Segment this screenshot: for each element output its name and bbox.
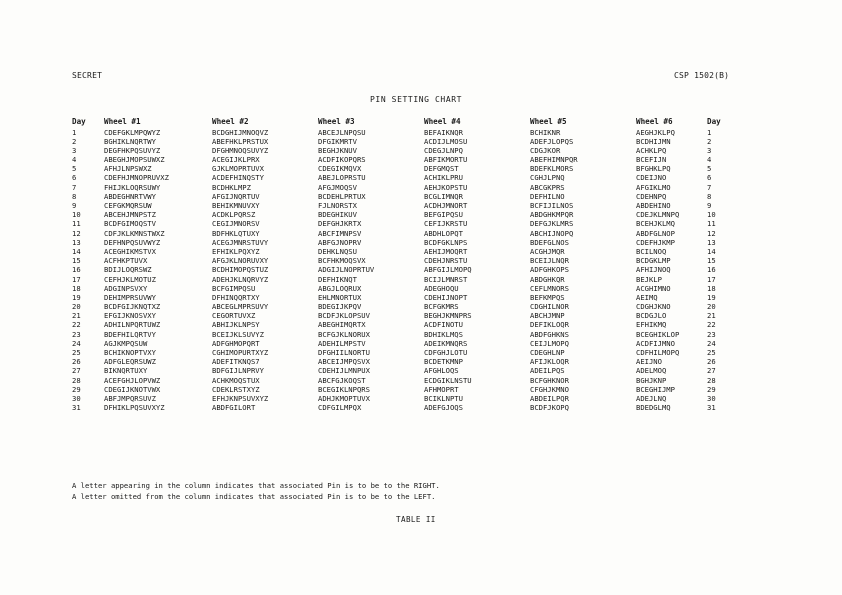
cell-day-right: 8 [707, 191, 712, 201]
cell-wheel-4: DEFGMQST [424, 164, 459, 174]
cell-day-right: 19 [707, 292, 716, 302]
cell-wheel-3: BCFGJKLNORUX [318, 329, 370, 339]
cell-day: 22 [72, 320, 81, 330]
classification-marking: SECRET [72, 71, 103, 80]
cell-day-right: 9 [707, 201, 712, 210]
cell-day: 27 [72, 366, 81, 376]
cell-day: 4 [72, 155, 77, 165]
cell-wheel-6: AFHIJNOQ [636, 265, 671, 275]
cell-wheel-3: BCEGIKLNPQRS [318, 384, 370, 394]
cell-wheel-6: CDEHNPQ [636, 191, 667, 201]
cell-day: 8 [72, 191, 77, 201]
cell-wheel-6: ACGHIMNO [636, 283, 671, 293]
cell-day: 11 [72, 219, 81, 229]
cell-wheel-2: ABEFHKLPRSTUX [212, 136, 269, 146]
cell-wheel-3: BDEGIJKPQV [318, 302, 362, 312]
cell-wheel-5: ABDGHKQR [530, 274, 565, 284]
cell-wheel-5: DEFGJKLMRS [530, 219, 574, 229]
cell-wheel-4: CDEHIJNOPT [424, 292, 468, 302]
cell-wheel-6: AEIMQ [636, 292, 658, 302]
cell-wheel-4: BCDFGKLNPS [424, 237, 468, 247]
cell-wheel-2: BDFGIJLNPRVY [212, 366, 264, 376]
cell-wheel-5: ADEFJLOPQS [530, 136, 574, 146]
cell-wheel-3: ABEJLOPRSTU [318, 173, 366, 183]
cell-wheel-4: BEGHJKMNPRS [424, 311, 472, 321]
cell-wheel-3: ADHJKMOPTUVX [318, 393, 370, 403]
cell-wheel-6: ADEJLNQ [636, 393, 667, 403]
cell-wheel-2: ADEFITKNQS7 [212, 357, 260, 367]
cell-day-right: 24 [707, 338, 716, 348]
cell-wheel-6: CDGHJKNO [636, 302, 671, 312]
cell-wheel-2: CEGORTUVXZ [212, 311, 256, 321]
cell-wheel-3: FJLNORSTX [318, 201, 357, 210]
cell-wheel-6: AEGHJKLPQ [636, 127, 675, 137]
table-row [72, 173, 752, 182]
table-row [72, 201, 752, 210]
cell-wheel-6: ABDFGLNOP [636, 228, 675, 238]
cell-wheel-5: ABCGKPRS [530, 182, 565, 192]
cell-wheel-4: ABFGIJLMOPQ [424, 265, 472, 275]
cell-day-right: 10 [707, 210, 716, 220]
cell-wheel-1: BGHIKLNQRTWY [104, 136, 156, 146]
table-row [72, 183, 752, 192]
cell-day-right: 5 [707, 164, 712, 174]
table-row [72, 275, 752, 284]
cell-wheel-1: FHIJKLOQRSUWY [104, 182, 161, 192]
cell-day-right: 16 [707, 265, 716, 275]
cell-day-right: 14 [707, 246, 716, 256]
cell-wheel-6: AFGIKLMO [636, 182, 671, 192]
cell-wheel-6: BFGHKLPQ [636, 164, 671, 174]
table-row [72, 155, 752, 164]
cell-wheel-5: BCFIJILNOS [530, 201, 574, 210]
table-row [72, 385, 752, 394]
cell-wheel-3: BCDEHLPRTUX [318, 191, 366, 201]
column-header-wheel-6: Wheel #6 [636, 117, 673, 126]
cell-wheel-2: BCFGIMPQSU [212, 283, 256, 293]
cell-day-right: 17 [707, 274, 716, 284]
cell-wheel-1: CDEFHJMNOPRUVXZ [104, 173, 169, 183]
table-caption: TABLE II [396, 515, 436, 524]
cell-wheel-4: ACDFINOTU [424, 320, 463, 330]
cell-wheel-5: ADFGHKOPS [530, 265, 569, 275]
cell-wheel-5: DEFIKLOQR [530, 320, 569, 330]
table-header-row [72, 117, 752, 128]
cell-wheel-6: BCDHIJMN [636, 136, 671, 146]
cell-day: 3 [72, 145, 77, 155]
cell-wheel-2: AFGIJNQRTUV [212, 191, 260, 201]
cell-day: 1 [72, 127, 77, 137]
cell-wheel-5: BEFKMPQS [530, 292, 565, 302]
cell-day: 18 [72, 283, 81, 293]
cell-day-right: 30 [707, 393, 716, 403]
table-row [72, 376, 752, 385]
cell-wheel-2: CDEKLRSTXYZ [212, 384, 260, 394]
cell-wheel-3: ABFGJNOPRV [318, 237, 362, 247]
cell-day-right: 11 [707, 219, 716, 229]
cell-day: 30 [72, 393, 81, 403]
cell-wheel-1: ADHILNPQRTUWZ [104, 320, 161, 330]
cell-wheel-5: ABDFGHKNS [530, 329, 569, 339]
cell-wheel-6: ACDFIJMNO [636, 338, 675, 348]
cell-wheel-6: EFHIKMQ [636, 320, 667, 330]
table-row [72, 137, 752, 146]
cell-day: 31 [72, 403, 81, 413]
table-row [72, 210, 752, 219]
table-row [72, 394, 752, 403]
cell-wheel-4: AFHMOPRT [424, 384, 459, 394]
cell-day: 24 [72, 338, 81, 348]
cell-wheel-1: BCDFGIJKNQTXZ [104, 302, 161, 312]
cell-wheel-3: DEHKLNQSU [318, 246, 357, 256]
cell-wheel-5: CDEGHLNP [530, 348, 565, 357]
cell-day: 6 [72, 173, 77, 183]
cell-day: 12 [72, 228, 81, 238]
cell-wheel-1: ABCEHJMNPSTZ [104, 210, 156, 220]
notes-block [72, 480, 440, 502]
cell-wheel-3: CDFGILMPQX [318, 403, 362, 413]
cell-day: 15 [72, 256, 81, 266]
cell-wheel-1: ADFGLEQRSUWZ [104, 357, 156, 367]
cell-wheel-3: ABEGHIMQRTX [318, 320, 366, 330]
cell-wheel-1: ACEFGHJLOPVWZ [104, 375, 161, 385]
cell-wheel-4: CDEGJLNPQ [424, 145, 463, 155]
cell-wheel-1: BCHIKNOPTVXY [104, 348, 156, 357]
cell-wheel-1: ACEGHIKMSTVX [104, 246, 156, 256]
cell-wheel-3: DEFGHJKRTX [318, 219, 362, 229]
cell-wheel-4: ACDHJMNORT [424, 201, 468, 210]
table-row [72, 284, 752, 293]
cell-wheel-6: BDEDGLMQ [636, 403, 671, 413]
note-right: A letter appearing in the column indicates that associated Pin is to be to the RIGHT. [72, 481, 440, 490]
cell-wheel-4: BCGLIMNQR [424, 191, 463, 201]
cell-wheel-5: BCDFJKOPQ [530, 403, 569, 413]
cell-wheel-1: DFHIKLPQSUVXYZ [104, 403, 165, 413]
cell-day: 2 [72, 136, 77, 146]
cell-wheel-4: BDHIKLMQS [424, 329, 463, 339]
cell-wheel-3: BDEGHIKUV [318, 210, 357, 220]
document-reference: CSP 1502(B) [674, 71, 730, 80]
cell-wheel-6: BCDGJLO [636, 311, 667, 321]
table-row [72, 146, 752, 155]
cell-wheel-2: BEHIKMNUVXY [212, 201, 260, 210]
table-row [72, 311, 752, 320]
cell-wheel-5: ABDGHKMPQR [530, 210, 574, 220]
cell-wheel-3: BEGHJKNUV [318, 145, 357, 155]
cell-wheel-4: BCDETKMNP [424, 357, 463, 367]
cell-wheel-4: BCIJLMNRST [424, 274, 468, 284]
cell-wheel-6: BCEGHIKLOP [636, 329, 680, 339]
cell-day-right: 1 [707, 127, 712, 137]
cell-wheel-3: ABCEIJMPQSVX [318, 357, 370, 367]
cell-wheel-1: DEFHNPQSUVWYZ [104, 237, 161, 247]
table-row [72, 302, 752, 311]
cell-wheel-1: ABFJMPQRSUVZ [104, 393, 156, 403]
table-row [72, 219, 752, 228]
cell-wheel-6: BCDGKLMP [636, 256, 671, 266]
cell-wheel-6: AEIJNO [636, 357, 662, 367]
cell-wheel-4: ADEFGJOQS [424, 403, 463, 413]
cell-wheel-2: DFHINQQRTXY [212, 292, 260, 302]
cell-wheel-5: ABCHJMNP [530, 311, 565, 321]
cell-wheel-1: CDEGIJKNOTVWX [104, 384, 161, 394]
cell-wheel-4: CDEHJNRSTU [424, 256, 468, 266]
cell-wheel-3: DFGIKMRTV [318, 136, 357, 146]
cell-wheel-3: DEFHIKNQT [318, 274, 357, 284]
table-row [72, 229, 752, 238]
cell-wheel-6: CDEFHJKMP [636, 237, 675, 247]
cell-wheel-6: CDEIJNO [636, 173, 667, 183]
cell-day-right: 6 [707, 173, 712, 183]
cell-wheel-1: BIKNQRTUXY [104, 366, 148, 376]
cell-day: 23 [72, 329, 81, 339]
cell-wheel-1: BDIJLOQRSWZ [104, 265, 152, 275]
cell-day-right: 15 [707, 256, 716, 266]
cell-day: 7 [72, 182, 77, 192]
cell-wheel-1: AFHJLNPSWXZ [104, 164, 152, 174]
cell-wheel-1: ACFHKPTUVX [104, 256, 148, 266]
cell-wheel-2: BCDGHIJMNOQVZ [212, 127, 269, 137]
cell-day-right: 31 [707, 403, 716, 413]
cell-wheel-4: CEFIJKRSTU [424, 219, 468, 229]
cell-day-right: 28 [707, 375, 716, 385]
cell-wheel-6: ACHKLPQ [636, 145, 667, 155]
cell-day-right: 22 [707, 320, 716, 330]
note-left: A letter omitted from the column indicates that associated Pin is to be to the LEFT. [72, 492, 436, 501]
cell-wheel-5: BDEFGLNOS [530, 237, 569, 247]
cell-wheel-4: BCIKLNPTU [424, 393, 463, 403]
cell-day-right: 7 [707, 182, 712, 192]
table-row [72, 247, 752, 256]
cell-wheel-5: BDEFKLMORS [530, 164, 574, 174]
cell-day: 13 [72, 237, 81, 247]
cell-day-right: 3 [707, 145, 712, 155]
cell-wheel-4: ABDHLOPQT [424, 228, 463, 238]
cell-wheel-5: ABCHIJNOPQ [530, 228, 574, 238]
cell-wheel-2: BCDHKLMPZ [212, 182, 251, 192]
table-row [72, 128, 752, 137]
cell-wheel-6: CDFHILMOPQ [636, 348, 680, 357]
cell-wheel-1: CDEFGKLMPQWYZ [104, 127, 161, 137]
cell-wheel-3: ABCEJLNPQSU [318, 127, 366, 137]
cell-wheel-4: AFGHLOQS [424, 366, 459, 376]
cell-day: 28 [72, 375, 81, 385]
table-row [72, 320, 752, 329]
cell-day: 16 [72, 265, 81, 275]
cell-wheel-5: CEFLMNORS [530, 283, 569, 293]
cell-wheel-4: ECDGIKLNSTU [424, 375, 472, 385]
cell-wheel-4: ABFIKMORTU [424, 155, 468, 165]
cell-wheel-4: ADEIKMNQRS [424, 338, 468, 348]
cell-wheel-2: BCEIJKLSUVYZ [212, 329, 264, 339]
column-header-day: Day [72, 117, 86, 126]
cell-wheel-3: EHLMNORTUX [318, 292, 362, 302]
pin-setting-table [72, 117, 752, 412]
cell-day: 26 [72, 357, 81, 367]
cell-day-right: 21 [707, 311, 716, 321]
cell-wheel-1: CDFJKLKMNSTWXZ [104, 228, 165, 238]
cell-wheel-4: AEHIJMOQRT [424, 246, 468, 256]
cell-wheel-3: CDEGIKMQVX [318, 164, 362, 174]
table-body [72, 128, 752, 413]
cell-wheel-5: ABDEILPQR [530, 393, 569, 403]
cell-day-right: 23 [707, 329, 716, 339]
cell-wheel-3: DFGHIILNORTU [318, 348, 370, 357]
cell-wheel-2: EFHIKLPQXYZ [212, 246, 260, 256]
cell-wheel-5: CDGJKOR [530, 145, 561, 155]
cell-wheel-1: DEGFHKPQSUVYZ [104, 145, 161, 155]
table-row [72, 330, 752, 339]
table-row [72, 256, 752, 265]
cell-wheel-3: ABCFGJKOQST [318, 375, 366, 385]
cell-wheel-3: ABCFIMNPSV [318, 228, 362, 238]
cell-wheel-2: ACEGJMNRSTUVY [212, 237, 269, 247]
column-header-wheel-2: Wheel #2 [212, 117, 249, 126]
cell-wheel-5: ABEFHIMNPQR [530, 155, 578, 165]
cell-wheel-5: CGHJLPNQ [530, 173, 565, 183]
cell-day: 5 [72, 164, 77, 174]
cell-wheel-6: BGHJKNP [636, 375, 667, 385]
column-header-wheel-4: Wheel #4 [424, 117, 461, 126]
cell-wheel-5: DEFHILNO [530, 191, 565, 201]
cell-day: 20 [72, 302, 81, 312]
cell-day: 14 [72, 246, 81, 256]
cell-wheel-4: ACHIKLPRU [424, 173, 463, 183]
cell-wheel-2: ACDEFHINQSTY [212, 173, 264, 183]
cell-wheel-5: AFIJKLOQR [530, 357, 569, 367]
column-header-day-right: Day [707, 117, 721, 126]
cell-wheel-5: BCFGHKNOR [530, 375, 569, 385]
cell-wheel-1: ABEGHJMOPSUWXZ [104, 155, 165, 165]
cell-wheel-6: ABDEHINO [636, 201, 671, 210]
cell-wheel-6: BCEFIJN [636, 155, 667, 165]
cell-wheel-3: ADGIJLNOPRTUV [318, 265, 375, 275]
cell-day-right: 25 [707, 348, 716, 357]
cell-day: 21 [72, 311, 81, 321]
cell-wheel-2: BCDHIMOPQSTUZ [212, 265, 269, 275]
cell-day: 10 [72, 210, 81, 220]
cell-wheel-5: BCEIJLNQR [530, 256, 569, 266]
cell-wheel-5: BCHIKNR [530, 127, 561, 137]
cell-wheel-2: CGHIMOPURTXYZ [212, 348, 269, 357]
cell-wheel-6: ADELMOQ [636, 366, 667, 376]
cell-wheel-3: ABGJLOQRUX [318, 283, 362, 293]
cell-wheel-3: ADEHILMPSTV [318, 338, 366, 348]
cell-wheel-2: GJKLMOPRTUVX [212, 164, 264, 174]
table-row [72, 403, 752, 412]
cell-wheel-4: ADEGHOQU [424, 283, 459, 293]
cell-wheel-4: ACDIJLMOSU [424, 136, 468, 146]
column-header-wheel-1: Wheel #1 [104, 117, 141, 126]
table-row [72, 348, 752, 357]
cell-wheel-4: AEHJKOPSTU [424, 182, 468, 192]
cell-wheel-4: CDFGHJLOTU [424, 348, 468, 357]
table-row [72, 366, 752, 375]
cell-wheel-1: AGJKMPQSUW [104, 338, 148, 348]
cell-wheel-5: CEIJLMOPQ [530, 338, 569, 348]
cell-day-right: 27 [707, 366, 716, 376]
cell-day-right: 26 [707, 357, 716, 367]
column-header-wheel-5: Wheel #5 [530, 117, 567, 126]
table-row [72, 293, 752, 302]
cell-wheel-5: CDGHILNOR [530, 302, 569, 312]
cell-wheel-3: BCFHKMOQSVX [318, 256, 366, 266]
cell-wheel-2: ABDFGILORT [212, 403, 256, 413]
cell-wheel-2: DFGHMNOQSUVYZ [212, 145, 269, 155]
cell-wheel-1: BCDFGIMOQSTV [104, 219, 156, 229]
cell-wheel-3: ACDFIKOPQRS [318, 155, 366, 165]
cell-wheel-2: ACDKLPQRSZ [212, 210, 256, 220]
table-row [72, 339, 752, 348]
cell-wheel-1: CEFHJKLMOTUZ [104, 274, 156, 284]
cell-wheel-6: BCILNOQ [636, 246, 667, 256]
cell-wheel-1: EFGIJKNOSVXY [104, 311, 156, 321]
cell-wheel-4: BCFGKMRS [424, 302, 459, 312]
cell-wheel-2: ABCEGLMPRSUVY [212, 302, 269, 312]
cell-wheel-6: BEJKLP [636, 274, 662, 284]
table-row [72, 192, 752, 201]
cell-wheel-3: CDEHIJLMNPUX [318, 366, 370, 376]
cell-day: 19 [72, 292, 81, 302]
cell-wheel-1: CEFGKMQRSUW [104, 201, 152, 210]
table-row [72, 357, 752, 366]
cell-wheel-2: ADFGHMOPQRT [212, 338, 260, 348]
cell-wheel-6: CDEJKLMNPQ [636, 210, 680, 220]
cell-wheel-1: ABDEGHNRTVWY [104, 191, 156, 201]
cell-wheel-2: ACHKMOQSTUX [212, 375, 260, 385]
cell-wheel-2: ADEHJKLNQRVYZ [212, 274, 269, 284]
table-row [72, 265, 752, 274]
cell-day-right: 12 [707, 228, 716, 238]
cell-wheel-2: EFHJKNPSUVXYZ [212, 393, 269, 403]
cell-wheel-2: CEGIJMNORSV [212, 219, 260, 229]
cell-wheel-2: ABHIJKLNPSY [212, 320, 260, 330]
table-row [72, 238, 752, 247]
table-row [72, 164, 752, 173]
cell-wheel-4: BEFGIPQSU [424, 210, 463, 220]
cell-day-right: 29 [707, 384, 716, 394]
cell-wheel-6: BCEHJKLMQ [636, 219, 675, 229]
column-header-wheel-3: Wheel #3 [318, 117, 355, 126]
cell-day: 29 [72, 384, 81, 394]
cell-wheel-1: BDEFHILQRTVY [104, 329, 156, 339]
cell-wheel-3: BCDFJKLOPSUV [318, 311, 370, 321]
cell-wheel-1: ADGINPSVXY [104, 283, 148, 293]
cell-day: 9 [72, 201, 77, 210]
cell-day-right: 20 [707, 302, 716, 312]
cell-wheel-2: BDFHKLQTUXY [212, 228, 260, 238]
cell-wheel-2: AFGJKLNORUVXY [212, 256, 269, 266]
cell-day-right: 4 [707, 155, 712, 165]
cell-wheel-4: BEFAIKNQR [424, 127, 463, 137]
cell-wheel-3: AFGJMOQSV [318, 182, 357, 192]
cell-wheel-5: ACGHJMQR [530, 246, 565, 256]
cell-day: 25 [72, 348, 81, 357]
cell-wheel-5: ADEILPQS [530, 366, 565, 376]
cell-wheel-5: CFGHJKMNO [530, 384, 569, 394]
cell-day-right: 13 [707, 237, 716, 247]
cell-wheel-6: BCEGHIJMP [636, 384, 675, 394]
cell-day-right: 18 [707, 283, 716, 293]
page-title: PIN SETTING CHART [370, 95, 463, 104]
cell-day-right: 2 [707, 136, 712, 146]
cell-wheel-1: DEHIMPRSUVWY [104, 292, 156, 302]
cell-day: 17 [72, 274, 81, 284]
cell-wheel-2: ACEGIJKLPRX [212, 155, 260, 165]
